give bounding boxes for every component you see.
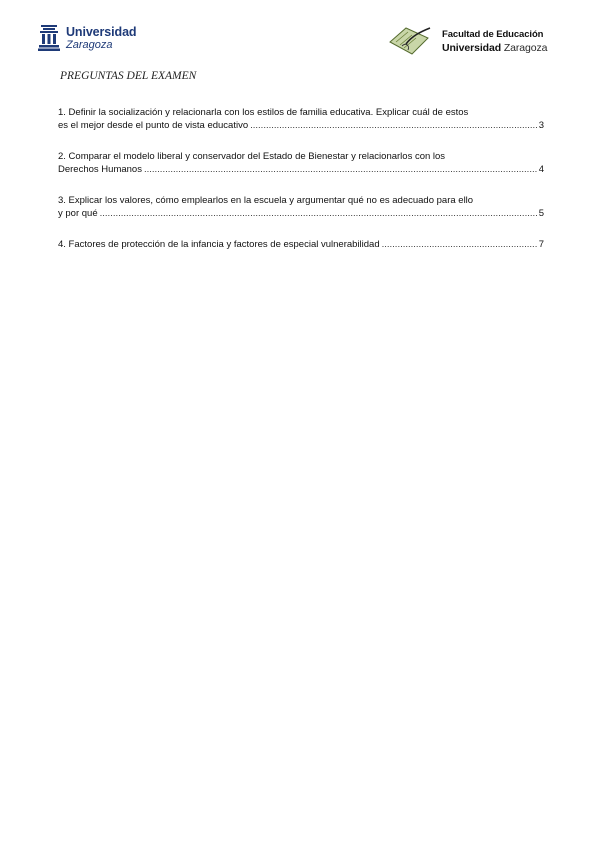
toc-entry[interactable] (58, 194, 544, 220)
toc-page-number: 5 (538, 208, 544, 219)
logo-right-line2-bold: Universidad (442, 42, 502, 54)
toc-entry-text-line2: Derechos Humanos (58, 164, 142, 175)
toc-entry-line2 (58, 163, 544, 176)
toc-entry-text-line1: 1. Definir la socialización y relacionarla con los estilos de familia educativa. Explicar cuál de estos (58, 107, 469, 118)
pen-and-paper-icon (386, 24, 434, 56)
university-emblem-icon (38, 24, 60, 52)
logo-right-line1: Facultad de Educación (442, 29, 544, 40)
toc-entry-line2 (58, 207, 544, 220)
logo-left-line1: Universidad (66, 25, 137, 39)
toc-page-number: 4 (538, 164, 544, 175)
toc-entry-text-line2: 4. Factores de protección de la infancia y factores de especial vulnerabilidad (58, 239, 380, 250)
toc-entry-text-line2: es el mejor desde el punto de vista educativo (58, 120, 249, 131)
toc-entry[interactable] (58, 238, 544, 251)
logo-left-line2: Zaragoza (66, 39, 113, 51)
toc-entry-line2 (58, 238, 544, 251)
toc-dot-leader (100, 207, 537, 220)
facultad-educacion-logo (386, 24, 566, 56)
table-of-contents (58, 106, 544, 269)
toc-entry-text-line2: y por qué (58, 208, 98, 219)
logo-right-line2 (442, 42, 547, 54)
toc-entry[interactable] (58, 150, 544, 176)
universidad-zaragoza-logo (38, 24, 148, 54)
page-title: PREGUNTAS DEL EXAMEN (60, 70, 197, 82)
toc-dot-leader (144, 163, 537, 176)
toc-entry-text-line1: 2. Comparar el modelo liberal y conservador del Estado de Bienestar y relacionarlos con los (58, 151, 446, 162)
toc-entry-text-line1: 3. Explicar los valores, cómo emplearlos en la escuela y argumentar qué no es adecuado para ello (58, 195, 474, 206)
toc-dot-leader (250, 119, 537, 132)
toc-page-number: 3 (538, 120, 544, 131)
logo-right-line2-rest: Zaragoza (501, 42, 548, 54)
toc-page-number: 7 (538, 239, 544, 250)
toc-dot-leader (382, 238, 537, 251)
toc-entry[interactable] (58, 106, 544, 132)
toc-entry-line2 (58, 119, 544, 132)
